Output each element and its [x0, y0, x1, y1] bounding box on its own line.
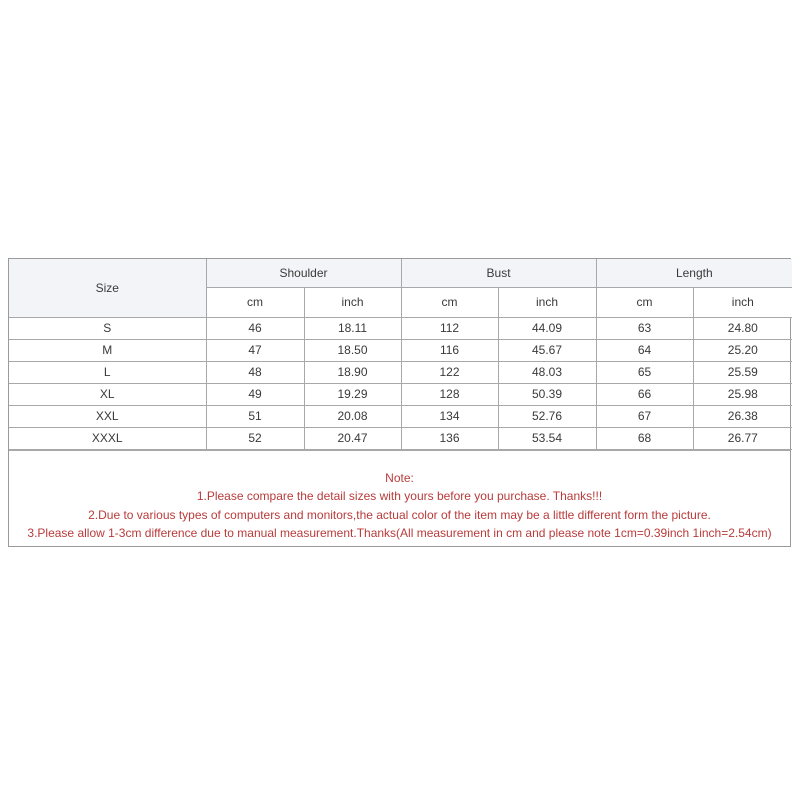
length-inch-cell: 25.59	[693, 361, 792, 383]
length-inch-cell: 25.20	[693, 339, 792, 361]
length-cm-cell: 63	[596, 317, 693, 339]
bust-cm-cell: 122	[401, 361, 498, 383]
size-column-header: Size	[9, 259, 206, 317]
bust-cm-cell: 136	[401, 427, 498, 449]
size-cell: L	[9, 361, 206, 383]
bust-inch-header: inch	[498, 287, 596, 317]
table-row	[9, 405, 792, 427]
size-cell: XXXL	[9, 427, 206, 449]
bust-header: Bust	[401, 259, 596, 287]
size-cell: S	[9, 317, 206, 339]
length-cm-cell: 66	[596, 383, 693, 405]
shoulder-inch-cell: 20.08	[304, 405, 401, 427]
size-rows	[9, 317, 792, 449]
bust-inch-cell: 50.39	[498, 383, 596, 405]
length-inch-cell: 26.38	[693, 405, 792, 427]
shoulder-inch-header: inch	[304, 287, 401, 317]
notes-title: Note:	[385, 470, 414, 485]
shoulder-cm-cell: 46	[206, 317, 304, 339]
table-row	[9, 361, 792, 383]
size-table	[9, 259, 792, 450]
bust-cm-cell: 112	[401, 317, 498, 339]
length-cm-cell: 67	[596, 405, 693, 427]
length-inch-cell: 26.77	[693, 427, 792, 449]
shoulder-inch-cell: 18.90	[304, 361, 401, 383]
header-row-groups	[9, 259, 792, 287]
bust-inch-cell: 48.03	[498, 361, 596, 383]
length-cm-cell: 68	[596, 427, 693, 449]
shoulder-inch-cell: 19.29	[304, 383, 401, 405]
notes-section	[9, 450, 790, 546]
length-inch-cell: 24.80	[693, 317, 792, 339]
shoulder-cm-cell: 52	[206, 427, 304, 449]
size-cell: XXL	[9, 405, 206, 427]
shoulder-cm-cell: 49	[206, 383, 304, 405]
table-row	[9, 317, 792, 339]
shoulder-cm-cell: 47	[206, 339, 304, 361]
shoulder-header: Shoulder	[206, 259, 401, 287]
bust-cm-cell: 128	[401, 383, 498, 405]
shoulder-inch-cell: 18.50	[304, 339, 401, 361]
length-cm-cell: 64	[596, 339, 693, 361]
table-row	[9, 427, 792, 449]
bust-inch-cell: 52.76	[498, 405, 596, 427]
bust-cm-cell: 134	[401, 405, 498, 427]
bust-cm-header: cm	[401, 287, 498, 317]
bust-inch-cell: 45.67	[498, 339, 596, 361]
length-cm-header: cm	[596, 287, 693, 317]
shoulder-cm-header: cm	[206, 287, 304, 317]
note-line-3: 3.Please allow 1-3cm difference due to manual measurement.Thanks(All measurement in cm and please note 1cm=0.39inch 1inch=2.54cm)	[27, 526, 772, 540]
length-header: Length	[596, 259, 792, 287]
shoulder-inch-cell: 18.11	[304, 317, 401, 339]
size-cell: M	[9, 339, 206, 361]
note-line-1: 1.Please compare the detail sizes with yours before you purchase. Thanks!!!	[196, 489, 603, 503]
bust-inch-cell: 53.54	[498, 427, 596, 449]
note-line-2: 2.Due to various types of computers and monitors,the actual color of the item may be a little different form the picture.	[88, 507, 711, 522]
shoulder-cm-cell: 51	[206, 405, 304, 427]
shoulder-cm-cell: 48	[206, 361, 304, 383]
size-cell: XL	[9, 383, 206, 405]
size-chart	[8, 258, 791, 547]
bust-cm-cell: 116	[401, 339, 498, 361]
bust-inch-cell: 44.09	[498, 317, 596, 339]
table-row	[9, 383, 792, 405]
table-row	[9, 339, 792, 361]
length-inch-header: inch	[693, 287, 792, 317]
length-inch-cell: 25.98	[693, 383, 792, 405]
length-cm-cell: 65	[596, 361, 693, 383]
shoulder-inch-cell: 20.47	[304, 427, 401, 449]
